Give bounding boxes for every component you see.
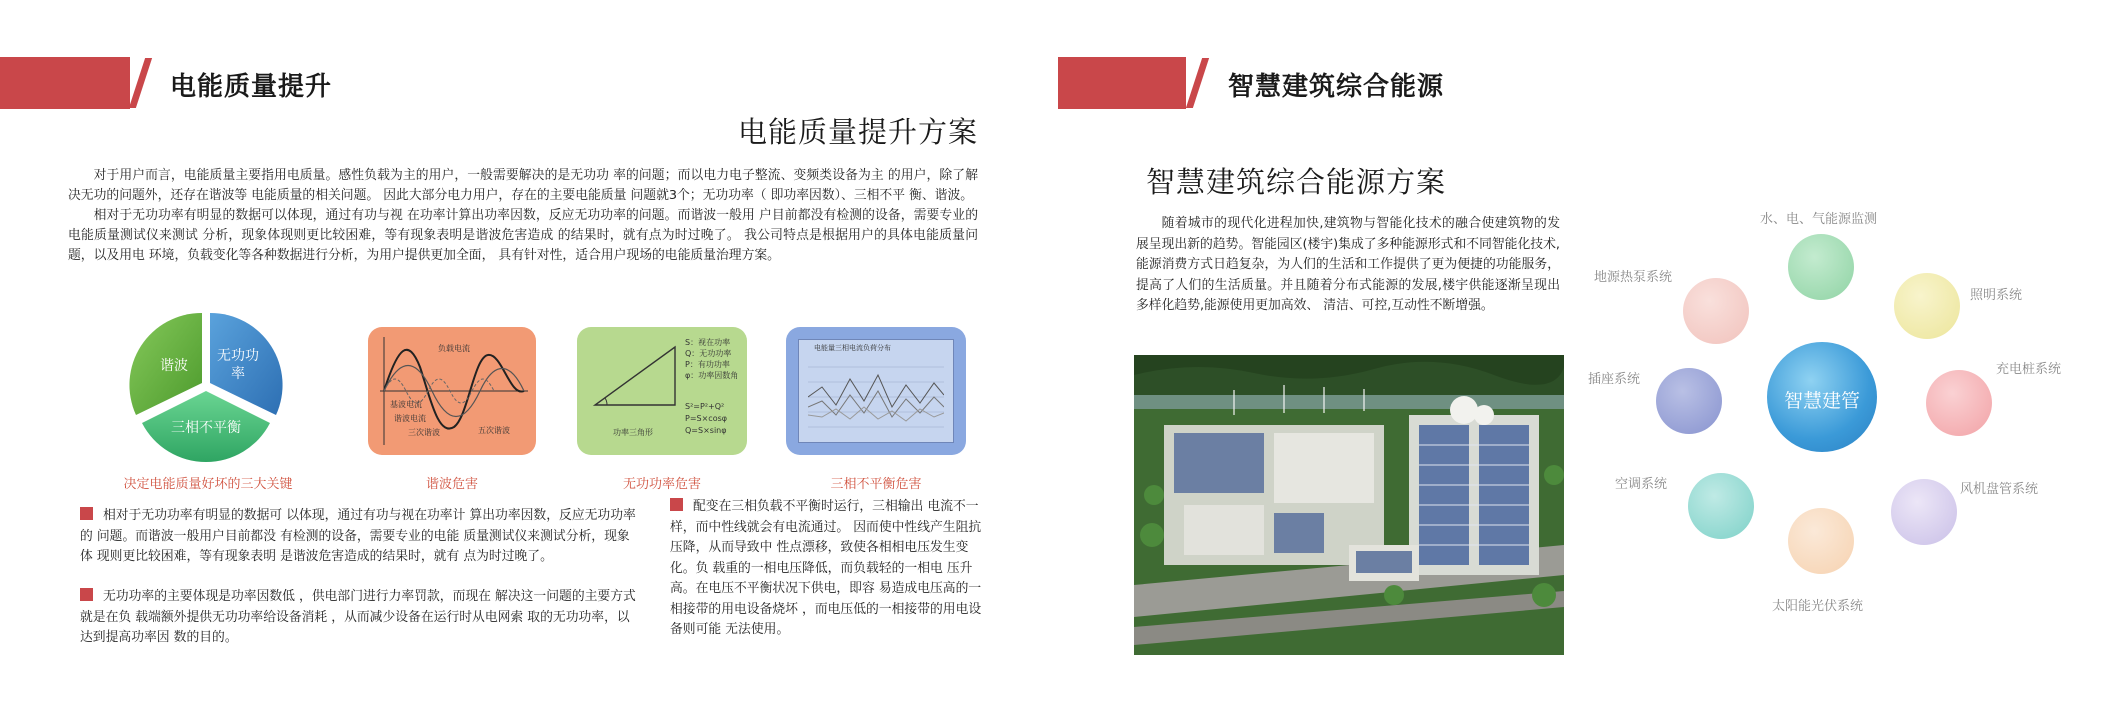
legend-q: Q：无功功率 — [685, 349, 732, 358]
system-fancoil-label: 风机盘管系统 — [1960, 482, 2039, 497]
right-paragraph-text: 随着城市的现代化进程加快,建筑物与智能化技术的融合使建筑物的发展呈现出新的趋势。智能园区(楼宇)集成了多种能源形式和不同智能化技术,能源消费方式日趋复杂，为人们的生活和工作提供了更为便捷的功能服务，提高了人们的生活质量。并且随着分布式能源的发展,楼宇供能逐渐呈现出多样化趋势,能源使用更加高效、 清洁、可控,互动性不断增强。 — [1136, 216, 1560, 313]
system-pv-label: 太阳能光伏系统 — [1772, 599, 1864, 614]
pie-label-reactive: 无功功率 — [217, 348, 259, 382]
system-hvac-bubble — [1688, 473, 1754, 539]
bullet-harmonic-text: 相对于无功功率有明显的数据可 以体现，通过有功与视在功率计 算出功率因数，反应无功功率的 问题。而谐波一般用户目前都没 有检测的设备，需要专业的电能 质量测试仪来测试分析，现象体 现则更比较困难，等有现象表明 是谐波危害造成的结果时，就有 点为时过晚了。 — [80, 508, 636, 564]
smart-park-image — [1134, 355, 1564, 655]
bullet-unbalance-text: 配变在三相负载不平衡时运行，三相输出 电流不一样，而中性线就会有电流通过。 因而使中性线产生阻抗压降，从而导致中 性点漂移，致使各相相电压发生变化。负 载重的一相电压降低，而负载轻的一相电 压升高。在电压不平衡状况下供电，即容 易造成电压高的一相接带的用电设备烧坏 ，而电压低的一相接带的用电设备则可能 无法使用。 — [670, 499, 982, 637]
bullet-marker — [80, 588, 93, 601]
formula-2: P=S×cosφ — [685, 414, 728, 423]
system-socket-label: 插座系统 — [1588, 372, 1641, 387]
center-hub-label: 智慧建管 — [1783, 390, 1860, 412]
system-pv-bubble — [1788, 508, 1854, 574]
harmonic-label-fund: 基波电流 — [390, 400, 422, 409]
left-scheme-title: 电能质量提升方案 — [738, 115, 979, 149]
triangle-caption: 功率三角形 — [613, 428, 653, 437]
bullet-reactive-text: 无功功率的主要体现是功率因数低 ，供电部门进行力率罚款，而现在 解决这一问题的主要方式就是在负 载端额外提供无功功率给设备消耗 ，从而减少设备在运行时从电网索 取的无功功率，以达到提高功率因 数的目的。 — [80, 589, 636, 645]
legend-s: S：视在功率 — [685, 338, 731, 347]
reactive-legend — [685, 337, 738, 381]
reactive-caption: 无功功率危害 — [622, 477, 701, 492]
right-header-title: 智慧建筑综合能源 — [1228, 72, 1445, 102]
legend-p: P：有功功率 — [685, 360, 730, 369]
bullet-unbalance — [670, 497, 982, 641]
harmonic-label-3rd: 三次谐波 — [408, 428, 440, 437]
right-header-slash — [1186, 58, 1209, 108]
reactive-card — [577, 327, 747, 455]
system-heatpump-bubble — [1683, 278, 1749, 344]
system-lighting-bubble — [1894, 273, 1960, 339]
pie-label-unbalance: 三相不平衡 — [171, 420, 241, 436]
bullet-harmonic — [80, 506, 640, 568]
right-paragraph — [1136, 214, 1560, 317]
system-energy-monitor-bubble — [1788, 234, 1854, 300]
bullet-marker — [80, 507, 93, 520]
system-charging-bubble — [1926, 370, 1992, 436]
harmonic-label-load: 负载电流 — [438, 344, 470, 353]
left-header-title: 电能质量提升 — [170, 72, 333, 102]
formula-3: Q=S×sinφ — [685, 426, 727, 435]
intro-paragraph-1: 对于用户而言，电能质量主要指用电质量。感性负载为主的用户，一般需要解决的是无功功 率的问题；而以电力电子整流、变频类设备为主 的用户，除了解决无功的问题外，还存在谐波等 电能质量的相关问题。 因此大部分电力用户，存在的主要电能质量 问题就3个；无功功率（ 即功率因数）、三相不平 衡、谐波。 — [68, 168, 978, 203]
right-header-bar — [1058, 57, 1186, 109]
system-energy-monitor-label: 水、电、气能源监测 — [1760, 212, 1878, 227]
unbalance-chart-title: 电能量三相电流负荷分布 — [814, 344, 891, 352]
system-lighting-label: 照明系统 — [1970, 288, 2023, 303]
formula-1: S²=P²+Q² — [685, 402, 725, 411]
left-header-bar — [0, 57, 130, 109]
system-charging-label: 充电桩系统 — [1996, 362, 2062, 377]
system-socket-bubble — [1656, 368, 1722, 434]
system-heatpump-label: 地源热泵系统 — [1594, 270, 1673, 285]
bullet-marker — [670, 498, 683, 511]
intro-paragraph-2: 相对于无功功率有明显的数据可以体现，通过有功与视 在功率计算出功率因数，反应无功功率的问题。而谐波一般用 户目前都没有检测的设备，需要专业的电能质量测试仪来测试 分析，现象体现则更比较困难，等有现象表明是谐波危害造成 的结果时，就有点为时过晚了。 我公司特点是根据用户的具体电能质量问题，以及用电 环境，负载变化等各种数据进行分析，为用户提供更加全面， 具有针对性，适合用户现场的电能质量治理方案。 — [68, 208, 978, 263]
unbalance-lines — [808, 357, 944, 437]
harmonic-caption: 谐波危害 — [425, 477, 478, 492]
key-factors-pie — [118, 305, 288, 470]
unbalance-caption: 三相不平衡危害 — [830, 477, 922, 492]
reactive-formulas — [685, 401, 727, 437]
bullet-reactive — [80, 587, 640, 649]
system-hvac-label: 空调系统 — [1615, 477, 1668, 492]
harmonic-card — [368, 327, 536, 455]
unbalance-card — [786, 327, 966, 455]
left-header-slash — [129, 58, 152, 108]
pie-label-harmonic: 谐波 — [160, 358, 188, 374]
harmonic-label-5th: 五次谐波 — [478, 426, 510, 435]
left-intro — [68, 166, 978, 266]
right-scheme-title: 智慧建筑综合能源方案 — [1146, 165, 1447, 199]
system-fancoil-bubble — [1891, 479, 1957, 545]
harmonic-label-harm: 谐波电流 — [394, 414, 426, 423]
pie-caption: 决定电能质量好坏的三大关键 — [123, 477, 293, 492]
legend-phi: φ：功率因数角 — [685, 371, 739, 380]
